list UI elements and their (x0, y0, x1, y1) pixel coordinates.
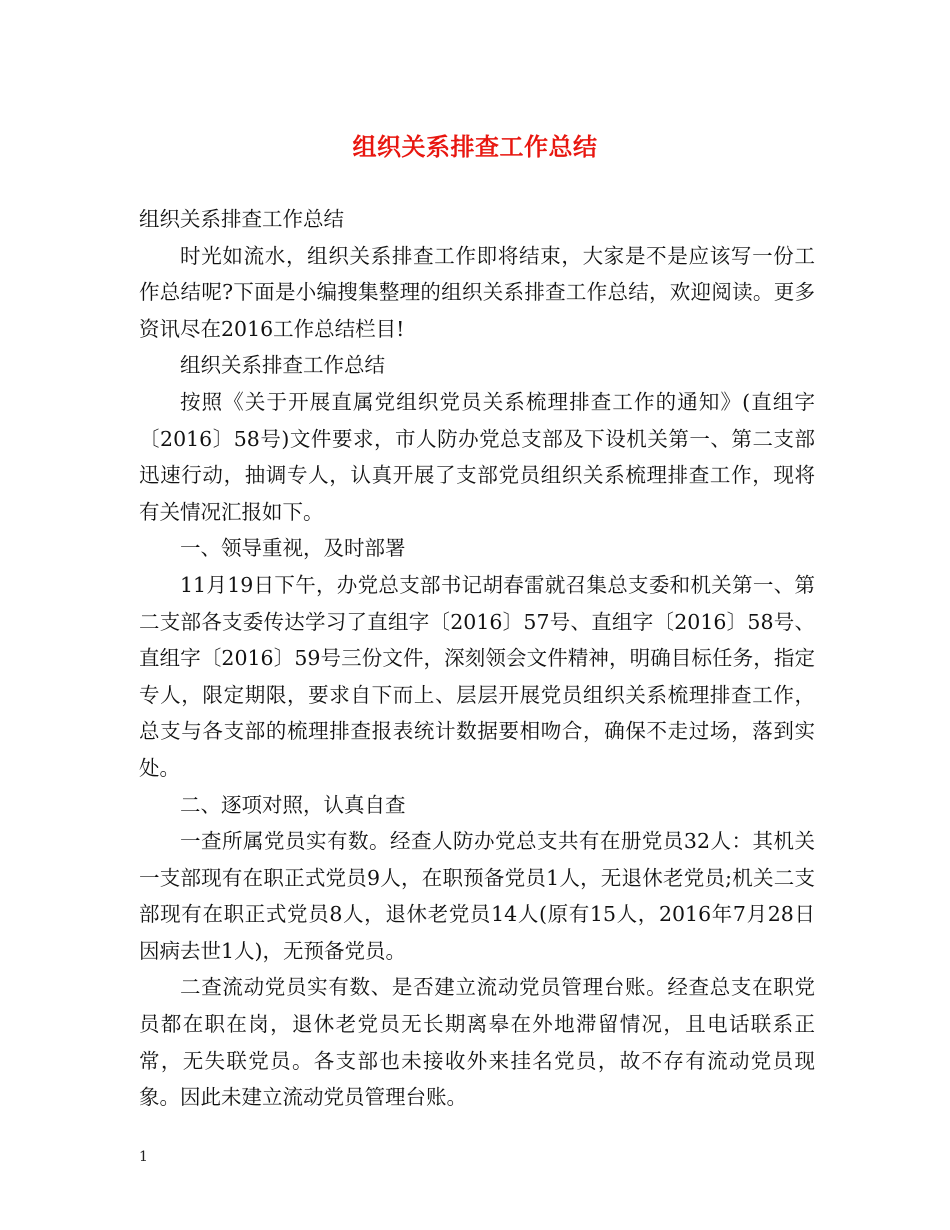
document-title: 组织关系排查工作总结 (352, 132, 598, 161)
paragraph-section-1: 11月19日下午，办党总支部书记胡春雷就召集总支委和机关第一、第二支部各支委传达学习了直组字〔2016〕57号、直组字〔2016〕58号、直组字〔2016〕59号三份文件，深刻领会文件精神，明确目标任务，指定专人，限定期限，要求自下而上、层层开展党员组织关系梳理排查工作，总支与各支部的梳理排查报表统计数据要相吻合，确保不走过场，落到实处。 (139, 572, 815, 780)
document-body (139, 201, 815, 1116)
section-heading-2: 二、逐项对照，认真自查 (180, 792, 406, 817)
paragraph-check-2: 二查流动党员实有数、是否建立流动党员管理台账。经查总支在职党员都在职在岗，退休老党员无长期离皋在外地滞留情况，且电话联系正常，无失联党员。各支部也未接收外来挂名党员，故不存有流动党员现象。因此未建立流动党员管理台账。 (139, 975, 815, 1110)
page-number: 1 (139, 1149, 148, 1165)
paragraph-subtitle: 组织关系排查工作总结 (180, 353, 385, 378)
paragraph-notice: 按照《关于开展直属党组织党员关系梳理排查工作的通知》(直组字〔2016〕58号)文件要求，市人防办党总支部及下设机关第一、第二支部迅速行动，抽调专人，认真开展了支部党员组织关系梳理排查工作，现将有关情况汇报如下。 (139, 389, 815, 524)
paragraph-check-1: 一查所属党员实有数。经查人防办党总支共有在册党员32人：其机关一支部现有在职正式党员9人，在职预备党员1人，无退休老党员;机关二支部现有在职正式党员8人，退休老党员14人(原有15人，2016年7月28日因病去世1人)，无预备党员。 (139, 829, 815, 963)
section-heading-1: 一、领导重视，及时部署 (180, 536, 406, 561)
paragraph-heading: 组织关系排查工作总结 (139, 207, 344, 231)
paragraph-intro: 时光如流水，组织关系排查工作即将结束，大家是不是应该写一份工作总结呢?下面是小编搜集整理的组织关系排查工作总结，欢迎阅读。更多资讯尽在2016工作总结栏目! (139, 243, 815, 341)
